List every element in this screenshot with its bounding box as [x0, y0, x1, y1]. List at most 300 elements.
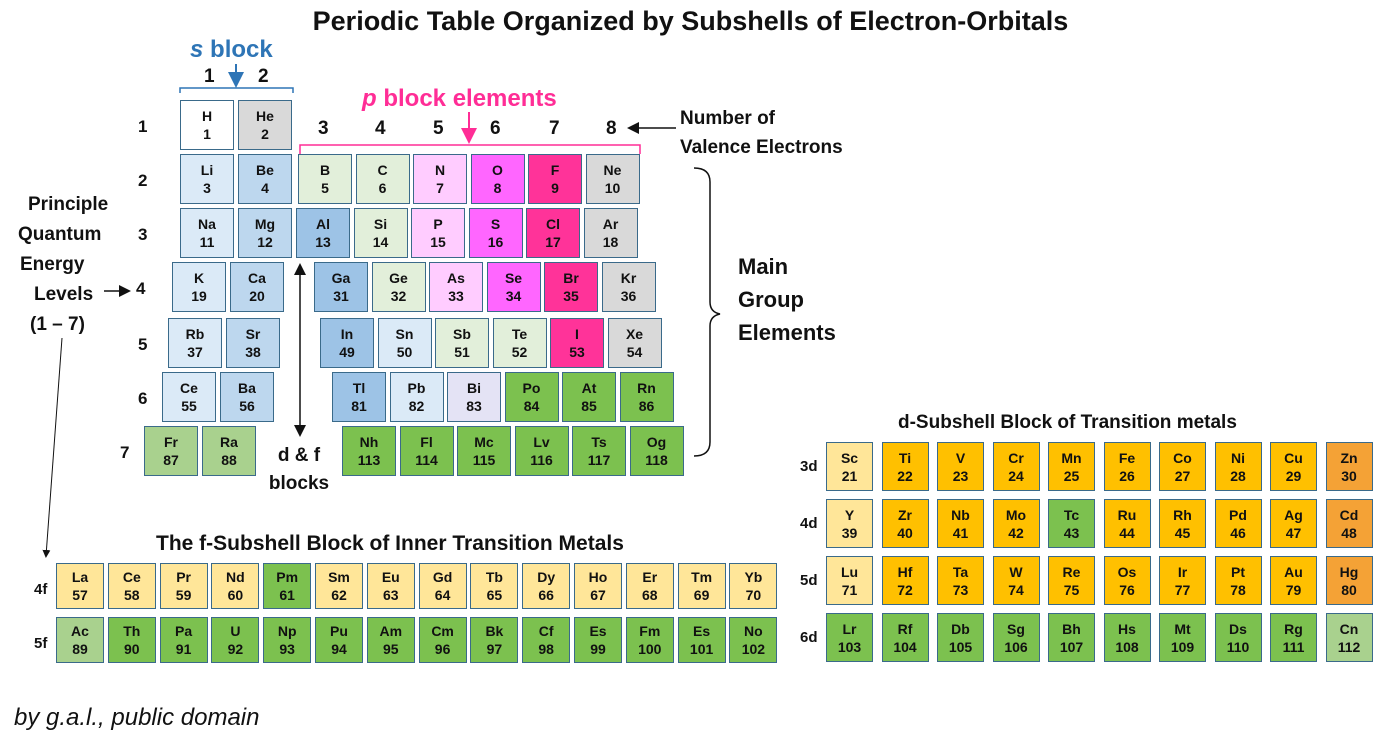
element-symbol: Zn — [1340, 449, 1358, 466]
element-ta — [937, 556, 984, 605]
group-number: 1 — [204, 66, 215, 87]
element-symbol: Dy — [537, 569, 556, 585]
element-symbol: Cn — [1339, 620, 1359, 637]
element-symbol: Bi — [467, 380, 481, 396]
element-number: 58 — [124, 587, 140, 603]
element-number: 73 — [952, 581, 969, 598]
element-b — [298, 154, 352, 204]
element-number: 66 — [538, 587, 554, 603]
element-symbol: Db — [951, 620, 970, 637]
element-number: 26 — [1119, 467, 1135, 484]
element-symbol: Fr — [164, 434, 178, 450]
element-co — [1159, 442, 1206, 491]
element-symbol: Mo — [1005, 506, 1027, 523]
element-symbol: Br — [563, 270, 579, 286]
element-sg — [993, 613, 1040, 662]
element-symbol: I — [575, 326, 579, 342]
element-ne — [586, 154, 640, 204]
element-symbol: Co — [1173, 449, 1192, 466]
element-number: 56 — [239, 398, 255, 414]
element-symbol: F — [550, 162, 560, 178]
element-number: 63 — [383, 587, 399, 603]
element-symbol: Eu — [381, 569, 400, 585]
element-symbol: Ce — [122, 569, 141, 585]
element-te — [493, 318, 547, 368]
element-gd — [419, 563, 467, 609]
page-title: Periodic Table Organized by Subshells of Electron-Orbitals — [312, 6, 1069, 36]
element-kr — [602, 262, 656, 312]
element-symbol: Lr — [842, 620, 857, 637]
element-symbol: Sn — [395, 326, 414, 342]
element-c — [356, 154, 410, 204]
element-symbol: Pm — [276, 569, 299, 585]
element-pr — [160, 563, 208, 609]
element-w — [993, 556, 1040, 605]
element-number: 19 — [191, 288, 207, 304]
element-number: 60 — [227, 587, 244, 603]
element-symbol: N — [434, 162, 446, 178]
element-symbol: Yb — [744, 569, 763, 585]
element-number: 105 — [948, 638, 973, 655]
element-number: 116 — [530, 452, 553, 468]
element-number: 44 — [1119, 524, 1135, 541]
element-v — [937, 442, 984, 491]
element-symbol: Lu — [840, 563, 859, 580]
element-symbol: Ne — [603, 162, 622, 178]
element-po — [505, 372, 559, 422]
element-number: 41 — [952, 524, 969, 541]
element-cf — [522, 617, 570, 663]
element-rf — [882, 613, 929, 662]
element-symbol: Ce — [180, 380, 198, 396]
element-number: 43 — [1063, 524, 1080, 541]
element-tl — [332, 372, 386, 422]
element-number: 110 — [1226, 638, 1250, 655]
element-number: 102 — [741, 641, 766, 657]
element-i — [550, 318, 604, 368]
element-se — [487, 262, 541, 312]
element-tb — [470, 563, 518, 609]
principle-line-5: (1 – 7) — [30, 314, 85, 335]
element-number: 86 — [638, 398, 655, 414]
element-db — [937, 613, 984, 662]
element-number: 104 — [893, 638, 917, 655]
element-symbol: Er — [642, 569, 658, 585]
main-group-label — [738, 250, 836, 349]
element-symbol: Ir — [1177, 563, 1188, 580]
element-ce — [108, 563, 156, 609]
element-ds — [1215, 613, 1262, 662]
element-number: 81 — [351, 398, 367, 414]
element-he — [238, 100, 292, 150]
element-eu — [367, 563, 415, 609]
element-fe — [1104, 442, 1151, 491]
element-symbol: Sg — [1007, 620, 1025, 637]
period-number: 2 — [138, 171, 148, 190]
element-ba — [220, 372, 274, 422]
element-ga — [314, 262, 368, 312]
element-symbol: Al — [316, 216, 330, 232]
s-block-word: block — [210, 36, 273, 63]
main-group-line-3: Elements — [738, 320, 836, 345]
element-am — [367, 617, 415, 663]
element-number: 5 — [321, 180, 329, 196]
element-number: 53 — [569, 344, 585, 360]
main-group-line-1: Main — [738, 254, 789, 279]
element-number: 3 — [203, 180, 211, 196]
element-symbol: Zr — [898, 506, 912, 523]
s-block-letter: s — [190, 36, 204, 63]
element-symbol: P — [433, 216, 443, 232]
element-number: 20 — [249, 288, 265, 304]
element-number: 30 — [1341, 467, 1357, 484]
d-block-title: d-Subshell Block of Transition metals — [898, 412, 1237, 433]
principle-line-3: Energy — [20, 254, 85, 275]
principle-line-4: Levels — [34, 284, 94, 305]
element-number: 47 — [1285, 524, 1302, 541]
df-blocks-label — [264, 442, 334, 498]
element-number: 51 — [454, 344, 470, 360]
element-symbol: La — [71, 569, 89, 585]
element-yb — [729, 563, 777, 609]
element-sm — [315, 563, 363, 609]
element-ge — [372, 262, 426, 312]
element-ra — [202, 426, 256, 476]
element-h — [180, 100, 234, 150]
element-number: 65 — [486, 587, 503, 603]
element-number: 2 — [261, 126, 269, 142]
element-number: 115 — [472, 452, 496, 468]
element-number: 101 — [689, 641, 714, 657]
element-symbol: K — [193, 270, 205, 286]
element-number: 89 — [72, 641, 88, 657]
element-number: 37 — [187, 344, 203, 360]
element-number: 67 — [590, 587, 606, 603]
element-number: 72 — [897, 581, 913, 598]
element-os — [1104, 556, 1151, 605]
element-symbol: Og — [646, 434, 667, 450]
element-symbol: Ru — [1117, 506, 1137, 523]
element-symbol: Pd — [1229, 506, 1247, 523]
element-symbol: Am — [379, 623, 403, 639]
element-k — [172, 262, 226, 312]
element-bk — [470, 617, 518, 663]
element-nb — [937, 499, 984, 548]
element-ar — [584, 208, 638, 258]
element-cm — [419, 617, 467, 663]
element-number: 22 — [897, 467, 913, 484]
element-number: 23 — [952, 467, 969, 484]
element-symbol: O — [492, 162, 503, 178]
element-symbol: Th — [123, 623, 141, 639]
element-number: 91 — [175, 641, 192, 657]
element-cu — [1270, 442, 1317, 491]
element-pd — [1215, 499, 1262, 548]
element-symbol: S — [490, 216, 501, 232]
element-ti — [882, 442, 929, 491]
element-number: 118 — [645, 452, 668, 468]
element-er — [626, 563, 674, 609]
element-symbol: C — [377, 162, 388, 178]
p-block-letter: p — [362, 85, 377, 112]
element-th — [108, 617, 156, 663]
element-number: 79 — [1285, 581, 1302, 598]
p-block-label — [362, 85, 557, 113]
element-symbol: Cu — [1284, 449, 1303, 466]
element-symbol: Sm — [328, 569, 350, 585]
principle-label — [18, 190, 128, 340]
element-rh — [1159, 499, 1206, 548]
element-symbol: Ta — [952, 563, 969, 580]
element-cr — [993, 442, 1040, 491]
element-tc — [1048, 499, 1095, 548]
element-number: 40 — [897, 524, 913, 541]
element-symbol: Pr — [176, 569, 191, 585]
element-f — [528, 154, 582, 204]
df-line-1: d & f — [277, 445, 321, 466]
element-number: 84 — [523, 398, 540, 414]
element-symbol: Mn — [1061, 449, 1082, 466]
element-symbol: Ts — [591, 434, 607, 450]
element-number: 50 — [396, 344, 413, 360]
element-number: 1 — [203, 126, 211, 142]
element-ac — [56, 617, 104, 663]
element-symbol: Po — [522, 380, 541, 396]
element-symbol: Fe — [1118, 449, 1136, 466]
element-symbol: Nb — [951, 506, 970, 523]
element-symbol: Rh — [1173, 506, 1192, 523]
element-number: 16 — [487, 234, 504, 250]
element-number: 57 — [72, 587, 88, 603]
element-sr — [226, 318, 280, 368]
element-symbol: Tc — [1063, 506, 1080, 523]
period-number: 7 — [120, 443, 130, 462]
element-number: 95 — [383, 641, 399, 657]
element-symbol: Cm — [431, 623, 454, 639]
element-pu — [315, 617, 363, 663]
element-number: 75 — [1063, 581, 1080, 598]
element-number: 35 — [563, 288, 579, 304]
element-number: 107 — [1059, 638, 1084, 655]
element-at — [562, 372, 616, 422]
element-number: 103 — [837, 638, 862, 655]
element-number: 70 — [745, 587, 762, 603]
element-number: 64 — [434, 587, 451, 603]
element-number: 25 — [1063, 467, 1080, 484]
element-og — [630, 426, 684, 476]
element-symbol: Ga — [331, 270, 351, 286]
element-number: 76 — [1119, 581, 1135, 598]
element-number: 80 — [1341, 581, 1357, 598]
element-symbol: Ag — [1284, 506, 1303, 523]
element-number: 87 — [163, 452, 179, 468]
period-number: 3 — [138, 225, 148, 244]
element-symbol: Tl — [352, 380, 366, 396]
df-line-2: blocks — [268, 473, 330, 494]
element-symbol: Kr — [620, 270, 637, 286]
element-number: 31 — [333, 288, 349, 304]
element-ru — [1104, 499, 1151, 548]
element-no — [729, 617, 777, 663]
element-number: 98 — [538, 641, 554, 657]
element-symbol: Se — [504, 270, 523, 286]
element-au — [1270, 556, 1317, 605]
element-symbol: Cl — [546, 216, 560, 232]
element-number: 8 — [493, 180, 502, 196]
element-symbol: Ac — [71, 623, 89, 639]
element-number: 108 — [1115, 638, 1139, 655]
element-number: 6 — [378, 180, 387, 196]
element-symbol: Rf — [897, 620, 913, 637]
element-symbol: B — [319, 162, 331, 178]
element-symbol: Ho — [588, 569, 608, 585]
element-symbol: Au — [1284, 563, 1303, 580]
element-number: 27 — [1174, 467, 1191, 484]
element-symbol: Hs — [1118, 620, 1136, 637]
element-symbol: Mt — [1174, 620, 1191, 637]
element-symbol: H — [201, 108, 213, 124]
element-np — [263, 617, 311, 663]
element-number: 92 — [227, 641, 244, 657]
element-symbol: Gd — [432, 569, 453, 585]
element-number: 13 — [315, 234, 331, 250]
element-symbol: Re — [1062, 563, 1081, 580]
credit: by g.a.l., public domain — [14, 704, 260, 731]
element-number: 61 — [279, 587, 295, 603]
f-block-arrow — [46, 338, 62, 556]
element-number: 38 — [245, 344, 261, 360]
element-number: 109 — [1170, 638, 1195, 655]
element-s — [469, 208, 523, 258]
element-symbol: Ra — [220, 434, 238, 450]
s-block-bracket — [180, 88, 293, 93]
element-symbol: Rg — [1284, 620, 1303, 637]
element-symbol: V — [955, 449, 966, 466]
element-mg — [238, 208, 292, 258]
element-li — [180, 154, 234, 204]
element-symbol: Ca — [248, 270, 266, 286]
element-symbol: Es — [589, 623, 607, 639]
element-br — [544, 262, 598, 312]
element-number: 45 — [1174, 524, 1191, 541]
element-number: 54 — [626, 344, 643, 360]
element-symbol: Bh — [1062, 620, 1081, 637]
element-rg — [1270, 613, 1317, 662]
element-number: 83 — [466, 398, 482, 414]
element-number: 17 — [545, 234, 561, 250]
element-number: 117 — [587, 452, 611, 468]
element-al — [296, 208, 350, 258]
element-number: 106 — [1004, 638, 1028, 655]
element-symbol: Ti — [898, 449, 912, 466]
valence-line-2: Valence Electrons — [680, 137, 843, 158]
element-mc — [457, 426, 511, 476]
element-in — [320, 318, 374, 368]
element-number: 9 — [551, 180, 559, 196]
element-number: 99 — [590, 641, 606, 657]
element-symbol: Pb — [407, 380, 426, 396]
element-symbol: Ba — [238, 380, 256, 396]
element-es — [574, 617, 622, 663]
element-symbol: Mg — [254, 216, 276, 232]
principle-line-1: Principle — [28, 194, 109, 215]
element-fm — [626, 617, 674, 663]
period-number: 5 — [138, 335, 148, 354]
element-symbol: In — [340, 326, 354, 342]
element-symbol: Sc — [840, 449, 859, 466]
element-re — [1048, 556, 1095, 605]
element-symbol: Xe — [625, 326, 644, 342]
group-number: 3 — [318, 118, 329, 139]
element-zr — [882, 499, 929, 548]
element-number: 100 — [638, 641, 662, 657]
element-number: 59 — [175, 587, 192, 603]
element-symbol: Mc — [474, 434, 494, 450]
element-bh — [1048, 613, 1095, 662]
element-symbol: Rn — [637, 380, 656, 396]
element-number: 74 — [1008, 581, 1024, 598]
d-subshell-label: 3d — [800, 458, 818, 475]
element-rb — [168, 318, 222, 368]
element-number: 46 — [1230, 524, 1246, 541]
element-number: 24 — [1008, 467, 1024, 484]
element-rn — [620, 372, 674, 422]
element-number: 114 — [415, 452, 438, 468]
s-block-label — [190, 36, 273, 64]
element-number: 78 — [1230, 581, 1246, 598]
element-symbol: Pu — [330, 623, 348, 639]
element-symbol: Sb — [453, 326, 471, 342]
element-symbol: Lv — [533, 434, 550, 450]
element-symbol: Rb — [185, 326, 205, 342]
element-y — [826, 499, 873, 548]
element-es — [678, 617, 726, 663]
element-number: 71 — [841, 581, 858, 598]
element-lv — [515, 426, 569, 476]
element-p — [411, 208, 465, 258]
element-number: 49 — [339, 344, 355, 360]
element-number: 11 — [199, 234, 215, 250]
element-number: 52 — [511, 344, 528, 360]
element-symbol: Cr — [1008, 449, 1024, 466]
element-pm — [263, 563, 311, 609]
element-symbol: Cd — [1339, 506, 1359, 523]
f-subshell-label: 4f — [34, 581, 48, 598]
element-number: 18 — [602, 234, 619, 250]
period-number: 6 — [138, 389, 148, 408]
element-zn — [1326, 442, 1373, 491]
element-mt — [1159, 613, 1206, 662]
element-number: 82 — [408, 398, 425, 414]
element-cl — [526, 208, 580, 258]
p-block-bracket — [300, 145, 640, 154]
element-number: 33 — [448, 288, 464, 304]
valence-line-1: Number of — [680, 108, 775, 129]
element-pa — [160, 617, 208, 663]
element-ho — [574, 563, 622, 609]
element-symbol: Ni — [1231, 449, 1245, 466]
element-lu — [826, 556, 873, 605]
element-hs — [1104, 613, 1151, 662]
period-number: 1 — [138, 117, 148, 136]
element-ni — [1215, 442, 1262, 491]
element-number: 55 — [181, 398, 197, 414]
element-symbol: Hg — [1339, 563, 1359, 580]
group-number: 2 — [258, 66, 269, 87]
element-na — [180, 208, 234, 258]
element-number: 32 — [390, 288, 407, 304]
element-symbol: Be — [256, 162, 274, 178]
